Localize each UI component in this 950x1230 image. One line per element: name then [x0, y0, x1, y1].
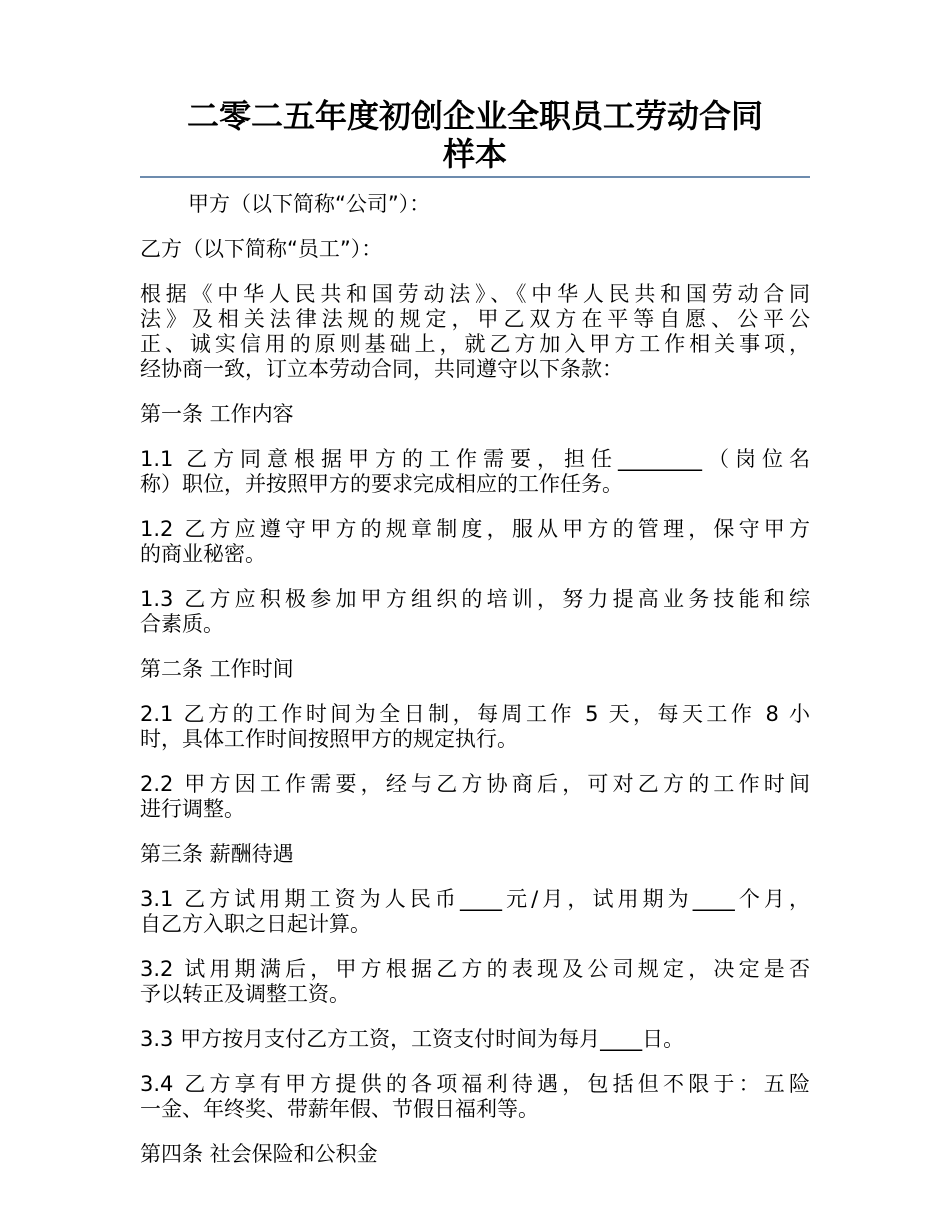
- paragraph-line: 根据《中华人民共和国劳动法》、《中华人民共和国劳动合同: [140, 282, 810, 306]
- paragraph-line: 自乙方入职之日起计算。: [140, 912, 371, 936]
- paragraph-line: 2.1 乙方的工作时间为全日制，每周工作 5 天，每天工作 8 小: [140, 702, 810, 726]
- paragraph-line: 3.1 乙方试用期工资为人民币____元/月，试用期为____个月，: [140, 887, 810, 911]
- paragraph-line: 第四条 社会保险和公积金: [140, 1142, 378, 1166]
- paragraph-line: 1.2 乙方应遵守甲方的规章制度，服从甲方的管理，保守甲方: [140, 517, 810, 541]
- paragraph-line: 予以转正及调整工资。: [140, 982, 350, 1006]
- paragraph-line: 3.3 甲方按月支付乙方工资，工资支付时间为每月____日。: [140, 1027, 685, 1051]
- paragraph-line: 1.3 乙方应积极参加甲方组织的培训，努力提高业务技能和综: [140, 587, 810, 611]
- document-title-line-1: 二零二五年度初创企业全职员工劳动合同: [186, 97, 763, 135]
- paragraph-line: 的商业秘密。: [140, 542, 266, 566]
- paragraph-line: 正、诚实信用的原则基础上，就乙方加入甲方工作相关事项，: [140, 332, 810, 356]
- paragraph-line: 称）职位，并按照甲方的要求完成相应的工作任务。: [140, 472, 623, 496]
- paragraph-line: 2.2 甲方因工作需要，经与乙方协商后，可对乙方的工作时间: [140, 772, 810, 796]
- paragraph-line: 乙方（以下简称“员工”）：: [140, 237, 383, 261]
- paragraph-line: 时，具体工作时间按照甲方的规定执行。: [140, 727, 518, 751]
- paragraph-line: 进行调整。: [140, 797, 245, 821]
- paragraph-line: 1.1 乙方同意根据甲方的工作需要，担任________（岗位名: [140, 447, 810, 471]
- paragraph-line: 第二条 工作时间: [140, 657, 294, 681]
- paragraph-line: 3.4 乙方享有甲方提供的各项福利待遇，包括但不限于：五险: [140, 1072, 810, 1096]
- paragraph-line: 法》及相关法律法规的规定，甲乙双方在平等自愿、公平公: [140, 307, 810, 331]
- paragraph-line: 3.2 试用期满后，甲方根据乙方的表现及公司规定，决定是否: [140, 957, 810, 981]
- paragraph-line: 第一条 工作内容: [140, 402, 294, 426]
- document-title-line-2: 样本: [442, 135, 507, 173]
- paragraph-line: 经协商一致，订立本劳动合同，共同遵守以下条款：: [140, 357, 623, 381]
- paragraph-line: 合素质。: [140, 612, 224, 636]
- paragraph-line: 一金、年终奖、带薪年假、节假日福利等。: [140, 1097, 539, 1121]
- paragraph-line: 甲方（以下简称“公司”）：: [188, 192, 431, 216]
- paragraph-line: 第三条 薪酬待遇: [140, 842, 294, 866]
- title-divider: [140, 176, 810, 178]
